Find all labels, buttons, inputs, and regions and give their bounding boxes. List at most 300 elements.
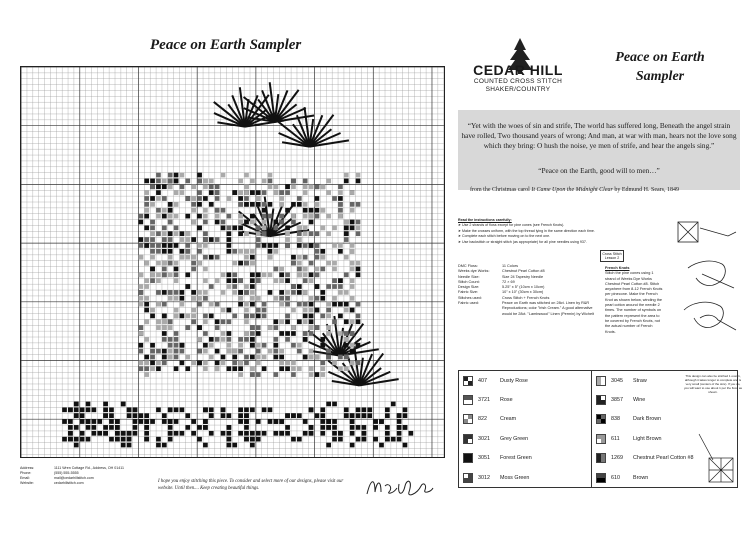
stitch-cell	[209, 255, 214, 260]
stitch-cell	[291, 284, 296, 289]
stitch-cell	[227, 337, 232, 342]
stitch-cell	[379, 419, 384, 424]
stitch-cell	[180, 349, 185, 354]
stitch-cell	[68, 407, 73, 412]
stitch-cell	[232, 190, 237, 195]
stitch-cell	[80, 407, 85, 412]
stitch-cell	[250, 202, 255, 207]
stitch-cell	[244, 190, 249, 195]
stitch-cell	[86, 437, 91, 442]
stitch-cell	[273, 225, 278, 230]
stitch-cell	[238, 190, 243, 195]
stitch-cell	[197, 337, 202, 342]
chart-title: Peace on Earth Sampler	[150, 37, 302, 53]
stitch-cell	[174, 314, 179, 319]
stitch-cell	[127, 407, 132, 412]
stitch-cell	[244, 261, 249, 266]
stitch-cell	[250, 431, 255, 436]
stitch-cell	[244, 314, 249, 319]
stitch-cell	[68, 437, 73, 442]
brand-block	[468, 62, 568, 94]
stitch-cell	[350, 261, 355, 266]
stitch-cell	[279, 366, 284, 371]
stitch-cell	[174, 296, 179, 301]
stitch-cell	[320, 366, 325, 371]
stitch-cell	[332, 437, 337, 442]
stitch-cell	[162, 196, 167, 201]
key-row: 3857 Wine	[592, 390, 723, 409]
stitch-cell	[162, 355, 167, 360]
stitch-cell	[221, 407, 226, 412]
stitch-cell	[232, 355, 237, 360]
stitch-cell	[197, 325, 202, 330]
stitch-cell	[326, 443, 331, 448]
stitch-cell	[232, 249, 237, 254]
stitch-cell	[203, 220, 208, 225]
stitch-cell	[262, 308, 267, 313]
stitch-cell	[150, 349, 155, 354]
stitch-cell	[262, 208, 267, 213]
stitch-cell	[174, 355, 179, 360]
stitch-cell	[256, 196, 261, 201]
stitch-cell	[268, 349, 273, 354]
stitch-cell	[279, 196, 284, 201]
stitch-cell	[350, 419, 355, 424]
stitch-cell	[174, 243, 179, 248]
stitch-cell	[150, 278, 155, 283]
stitch-cell	[320, 372, 325, 377]
stitch-cell	[268, 243, 273, 248]
stitch-cell	[356, 413, 361, 418]
stitch-cell	[279, 272, 284, 277]
stitch-cell	[168, 431, 173, 436]
stitch-cell	[297, 349, 302, 354]
stitch-cell	[362, 437, 367, 442]
stitch-cell	[291, 437, 296, 442]
stitch-cell	[227, 308, 232, 313]
stitch-cell	[250, 372, 255, 377]
stitch-cell	[238, 413, 243, 418]
stitch-cell	[227, 196, 232, 201]
stitch-cell	[215, 214, 220, 219]
stitch-cell	[138, 237, 143, 242]
stitch-cell	[268, 184, 273, 189]
stitch-cell	[191, 220, 196, 225]
stitch-cell	[191, 196, 196, 201]
stitch-cell	[133, 419, 138, 424]
stitch-cell	[227, 284, 232, 289]
stitch-cell	[238, 261, 243, 266]
stitch-cell	[332, 284, 337, 289]
stitch-cell	[168, 425, 173, 430]
stitch-cell	[215, 220, 220, 225]
stitch-cell	[144, 337, 149, 342]
stitch-cell	[191, 208, 196, 213]
stitch-cell	[332, 319, 337, 324]
cross-stitch-lesson-label: Cross Stitch Lesson 2	[600, 250, 624, 262]
key-row: 1269 Chestnut Pearl Cotton #8	[592, 449, 723, 468]
stitch-cell	[144, 366, 149, 371]
stitch-cell	[385, 431, 390, 436]
stitch-cell	[180, 314, 185, 319]
stitch-cell	[285, 366, 290, 371]
stitch-cell	[309, 214, 314, 219]
stitch-cell	[215, 319, 220, 324]
stitch-cell	[197, 249, 202, 254]
stitch-cell	[315, 325, 320, 330]
stitch-cell	[203, 366, 208, 371]
stitch-cell	[215, 337, 220, 342]
stitch-cell	[109, 419, 114, 424]
stitch-cell	[191, 360, 196, 365]
stitch-cell	[227, 413, 232, 418]
stitch-cell	[174, 225, 179, 230]
stitch-cell	[221, 331, 226, 336]
stitch-cell	[180, 290, 185, 295]
stitch-cell	[227, 243, 232, 248]
stitch-cell	[268, 249, 273, 254]
stitch-cell	[103, 425, 108, 430]
stitch-cell	[332, 296, 337, 301]
stitch-cell	[144, 225, 149, 230]
stitch-cell	[326, 214, 331, 219]
stitch-cell	[232, 366, 237, 371]
stitch-cell	[203, 196, 208, 201]
stitch-cell	[244, 184, 249, 189]
key-row: 611 Light Brown	[592, 429, 723, 448]
pattern-title: Peace on Earth Sampler	[615, 50, 705, 84]
stitch-cell	[203, 184, 208, 189]
stitch-cell	[221, 337, 226, 342]
stitch-cell	[256, 349, 261, 354]
stitch-cell	[309, 208, 314, 213]
stitch-cell	[174, 267, 179, 272]
stitch-cell	[121, 402, 126, 407]
stitch-cell	[232, 284, 237, 289]
stitch-cell	[127, 413, 132, 418]
stitch-cell	[268, 173, 273, 178]
stitch-cell	[273, 220, 278, 225]
stitch-cell	[97, 419, 102, 424]
spec-row: Fabric used: Peace on Earth was stitched on 28ct. Linen by R&R Reproductions; color "Irish Cream." A good alternative would be 28ct. "Lambswool" Linen (Permin) by Wichelt	[458, 301, 594, 316]
french-knots-block	[605, 266, 663, 335]
stitch-cell	[221, 173, 226, 178]
stitch-cell	[256, 237, 261, 242]
stitch-cell	[338, 314, 343, 319]
stitch-cell	[297, 366, 302, 371]
stitch-cell	[180, 237, 185, 242]
stitch-cell	[303, 302, 308, 307]
stitch-cell	[350, 431, 355, 436]
stitch-cell	[344, 220, 349, 225]
stitch-cell	[238, 231, 243, 236]
stitch-cell	[138, 325, 143, 330]
stitch-cell	[138, 243, 143, 248]
stitch-cell	[162, 319, 167, 324]
stitch-cell	[373, 419, 378, 424]
instruction-item: ➤ Make the crosses uniform, with the top thread lying in the same direction each time.	[458, 228, 595, 233]
stitch-cell	[227, 425, 232, 430]
stitch-cell	[244, 431, 249, 436]
stitch-cell	[62, 419, 67, 424]
stitch-cell	[279, 349, 284, 354]
stitch-cell	[250, 314, 255, 319]
stitch-cell	[174, 231, 179, 236]
stitch-cell	[174, 349, 179, 354]
stitch-cell	[127, 437, 132, 442]
stitch-cell	[256, 419, 261, 424]
stitch-cell	[273, 325, 278, 330]
stitch-cell	[309, 325, 314, 330]
stitch-cell	[150, 366, 155, 371]
stitch-cell	[238, 419, 243, 424]
stitch-cell	[162, 261, 167, 266]
stitch-cell	[273, 372, 278, 377]
stitch-cell	[303, 243, 308, 248]
stitch-cell	[185, 284, 190, 289]
stitch-cell	[268, 290, 273, 295]
stitch-cell	[256, 296, 261, 301]
stitch-cell	[403, 425, 408, 430]
stitch-cell	[256, 355, 261, 360]
stitch-cell	[303, 225, 308, 230]
stitch-cell	[215, 190, 220, 195]
stitch-cell	[250, 437, 255, 442]
stitch-cell	[185, 366, 190, 371]
stitch-cell	[285, 314, 290, 319]
stitch-cell	[80, 431, 85, 436]
website-row: Website: cedarhillstitch.com	[20, 481, 84, 485]
stitch-cell	[303, 267, 308, 272]
poem-quote: “Peace on the Earth, good will to men…”	[538, 166, 660, 175]
stitch-cell	[150, 314, 155, 319]
stitch-cell	[162, 249, 167, 254]
stitch-cell	[174, 214, 179, 219]
spec-row: Fabric Size: 10" x 10" (30cm x 30cm)	[458, 290, 544, 295]
stitch-cell	[180, 231, 185, 236]
stitch-cell	[162, 443, 167, 448]
stitch-cell	[279, 360, 284, 365]
stitch-cell	[303, 319, 308, 324]
stitch-cell	[291, 202, 296, 207]
stitch-cell	[238, 349, 243, 354]
stitch-cell	[162, 325, 167, 330]
stitch-cell	[227, 431, 232, 436]
stitch-cell	[391, 437, 396, 442]
stitch-cell	[238, 431, 243, 436]
stitch-cell	[309, 184, 314, 189]
stitch-cell	[268, 272, 273, 277]
stitch-cell	[227, 331, 232, 336]
stitch-cell	[356, 261, 361, 266]
stitch-cell	[103, 413, 108, 418]
stitch-cell	[150, 360, 155, 365]
stitch-cell	[150, 231, 155, 236]
stitch-cell	[262, 231, 267, 236]
stitch-cell	[362, 431, 367, 436]
stitch-cell	[238, 179, 243, 184]
spec-row: Weeks dye Works: Chestnut Pearl Cotton #8	[458, 269, 545, 274]
stitch-cell	[162, 214, 167, 219]
stitch-cell	[338, 243, 343, 248]
stitch-cell	[150, 196, 155, 201]
key-row: 610 Brown	[592, 468, 723, 487]
stitch-cell	[185, 272, 190, 277]
stitch-cell	[291, 290, 296, 295]
stitch-cell	[244, 231, 249, 236]
stitch-cell	[391, 402, 396, 407]
stitch-cell	[303, 308, 308, 313]
symbol-dusty-rose	[463, 376, 473, 386]
stitch-cell	[227, 349, 232, 354]
stitch-cell	[138, 343, 143, 348]
stitch-cell	[320, 208, 325, 213]
stitch-cell	[144, 302, 149, 307]
stitch-cell	[256, 202, 261, 207]
stitch-cell	[209, 355, 214, 360]
stitch-cell	[197, 437, 202, 442]
stitch-cell	[197, 302, 202, 307]
stitch-cell	[362, 407, 367, 412]
stitch-cell	[191, 296, 196, 301]
stitch-cell	[238, 196, 243, 201]
stitch-cell	[362, 413, 367, 418]
brand-subtitle: COUNTED CROSS STITCH	[473, 78, 563, 85]
stitch-cell	[156, 179, 161, 184]
stitch-cell	[86, 402, 91, 407]
stitch-cell	[238, 214, 243, 219]
stitch-cell	[74, 407, 79, 412]
stitch-cell	[273, 431, 278, 436]
stitch-cell	[150, 343, 155, 348]
stitch-cell	[227, 237, 232, 242]
cross-stitch-chart	[20, 66, 445, 458]
symbol-wine	[596, 395, 606, 405]
stitch-cell	[279, 214, 284, 219]
stitch-cell	[144, 372, 149, 377]
stitch-cell	[303, 290, 308, 295]
stitch-cell	[350, 296, 355, 301]
stitch-cell	[227, 443, 232, 448]
stitch-cell	[332, 419, 337, 424]
stitch-cell	[262, 314, 267, 319]
stitch-cell	[250, 290, 255, 295]
stitch-cell	[338, 302, 343, 307]
stitch-cell	[303, 255, 308, 260]
stitch-cell	[256, 190, 261, 195]
stitch-cell	[350, 220, 355, 225]
stitch-cell	[156, 173, 161, 178]
stitch-cell	[344, 225, 349, 230]
stitch-cell	[156, 231, 161, 236]
stitch-cell	[144, 190, 149, 195]
stitch-cell	[197, 190, 202, 195]
stitch-cell	[203, 208, 208, 213]
stitch-cell	[185, 243, 190, 248]
stitch-cell	[103, 407, 108, 412]
stitch-cell	[68, 431, 73, 436]
stitch-cell	[244, 437, 249, 442]
stitch-cell	[144, 237, 149, 242]
stitch-cell	[86, 425, 91, 430]
stitch-cell	[156, 366, 161, 371]
spec-row: Stitches used: Cross Stitch + French Knots	[458, 295, 550, 300]
stitch-cell	[397, 431, 402, 436]
stitch-cell	[285, 190, 290, 195]
stitch-cell	[209, 407, 214, 412]
stitch-cell	[168, 237, 173, 242]
stitch-cell	[221, 272, 226, 277]
stitch-cell	[315, 249, 320, 254]
stitch-cell	[191, 261, 196, 266]
stitch-cell	[232, 290, 237, 295]
stitch-cell	[297, 243, 302, 248]
stitch-cell	[227, 343, 232, 348]
stitch-cell	[174, 278, 179, 283]
stitch-cell	[168, 349, 173, 354]
stitch-cell	[315, 208, 320, 213]
stitch-cell	[273, 319, 278, 324]
stitch-cell	[138, 302, 143, 307]
stitch-cell	[350, 425, 355, 430]
stitch-cell	[121, 437, 126, 442]
stitch-cell	[338, 437, 343, 442]
stitch-cell	[162, 337, 167, 342]
stitch-cell	[309, 261, 314, 266]
stitch-cell	[144, 179, 149, 184]
stitch-cell	[133, 413, 138, 418]
stitch-cell	[191, 314, 196, 319]
stitch-cell	[356, 173, 361, 178]
stitch-cell	[262, 355, 267, 360]
stitch-cell	[221, 308, 226, 313]
stitch-cell	[244, 419, 249, 424]
stitch-cell	[291, 308, 296, 313]
stitch-cell	[109, 413, 114, 418]
stitch-cell	[138, 413, 143, 418]
stitch-cell	[244, 255, 249, 260]
stitch-cell	[256, 278, 261, 283]
stitch-cell	[397, 419, 402, 424]
poem-text: “Yet with the woes of sin and strife, The world has suffered long, Beneath the angel strain have rolled, Two thousand years of wrong; And man, at war with man, hears not the love song which they bring: O hush the noise, ye men of strife, and hear the angels sing.”	[461, 121, 737, 150]
stitch-cell	[344, 290, 349, 295]
stitch-cell	[168, 437, 173, 442]
stitch-cell	[338, 290, 343, 295]
stitch-cell	[191, 202, 196, 207]
stitch-cell	[197, 425, 202, 430]
stitch-cell	[162, 237, 167, 242]
stitch-cell	[209, 302, 214, 307]
stitch-cell	[144, 196, 149, 201]
symbol-brown	[596, 473, 606, 483]
stitch-cell	[209, 314, 214, 319]
stitch-cell	[344, 355, 349, 360]
stitch-cell	[397, 437, 402, 442]
stitch-cell	[197, 261, 202, 266]
stitch-cell	[203, 349, 208, 354]
stitch-cell	[338, 249, 343, 254]
stitch-cell	[150, 419, 155, 424]
stitch-cell	[168, 343, 173, 348]
spec-row: Design Size: 5.25" x 5" (10cm x 10cm)	[458, 285, 545, 290]
stitch-cell	[320, 267, 325, 272]
stitch-cell	[244, 425, 249, 430]
stitch-cell	[156, 196, 161, 201]
stitch-cell	[150, 184, 155, 189]
key-row: 3051 Forest Green	[459, 449, 591, 468]
stitch-cell	[168, 319, 173, 324]
stitch-cell	[156, 437, 161, 442]
